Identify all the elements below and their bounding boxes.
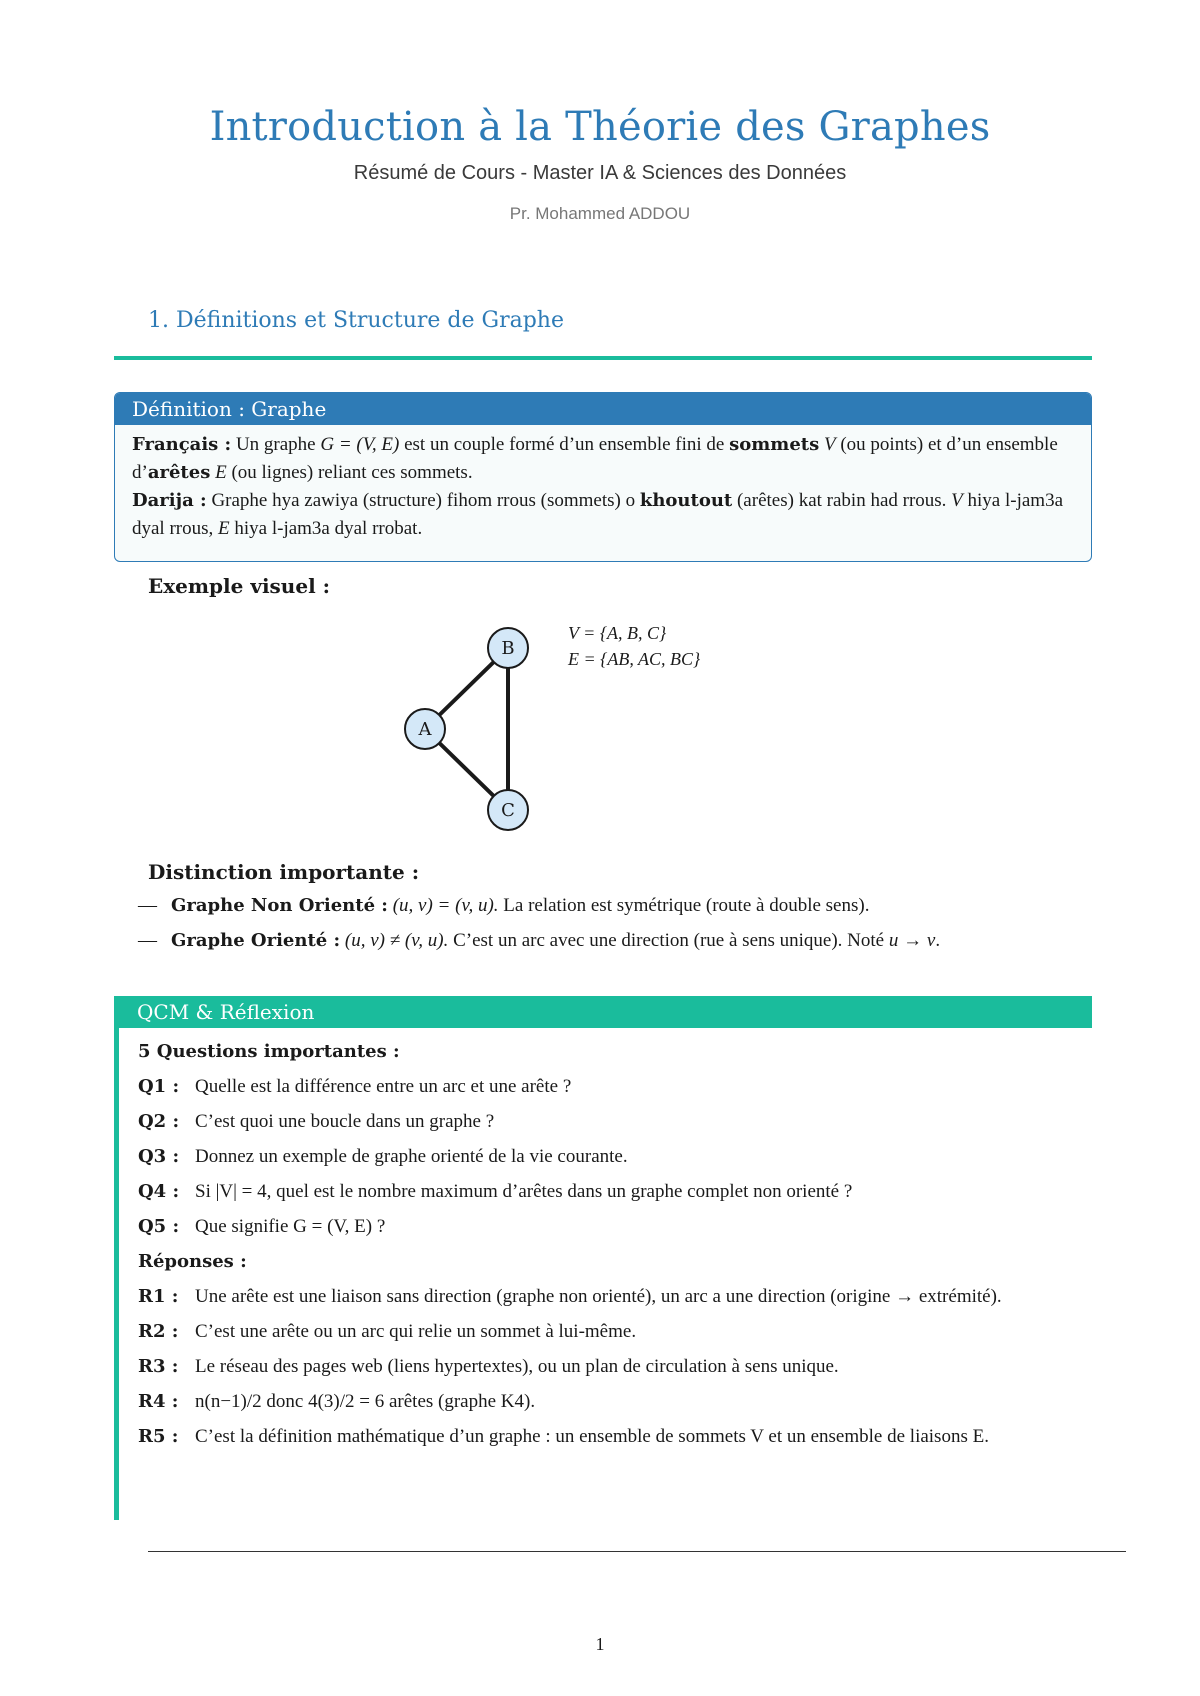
section-heading: 1. Définitions et Structure de Graphe bbox=[148, 308, 564, 333]
question-key: Q1 : bbox=[138, 1076, 180, 1097]
definition-body bbox=[115, 425, 1091, 543]
node-c bbox=[488, 790, 528, 830]
def-text: hiya l-jam3a dyal rrobat. bbox=[229, 518, 423, 539]
item-text: La relation est symétrique (route à double sens). bbox=[498, 895, 870, 916]
distinction-list bbox=[138, 892, 1098, 962]
def-text: (ou lignes) reliant ces sommets. bbox=[226, 462, 473, 483]
item-math: (u, v) = (v, u). bbox=[387, 895, 499, 916]
question-item bbox=[138, 1213, 1088, 1240]
question-text: Quelle est la différence entre un arc et une arête ? bbox=[195, 1076, 572, 1097]
item-term: Graphe Non Orienté : bbox=[171, 895, 388, 916]
question-text: Donnez un exemple de graphe orienté de la vie courante. bbox=[195, 1146, 628, 1167]
item-term: Graphe Orienté : bbox=[171, 930, 341, 951]
page-subtitle: Résumé de Cours - Master IA & Sciences des Données bbox=[353, 162, 847, 184]
answer-key: R2 : bbox=[138, 1321, 179, 1342]
def-text: (ou points) et d’un ensemble d’ bbox=[132, 434, 1058, 483]
question-key: Q4 : bbox=[138, 1181, 180, 1202]
question-item bbox=[138, 1143, 1088, 1170]
answers-label: Réponses : bbox=[138, 1251, 247, 1272]
def-math: V bbox=[819, 434, 836, 455]
question-key: Q3 : bbox=[138, 1146, 180, 1167]
question-item bbox=[138, 1073, 1088, 1100]
list-item bbox=[138, 892, 1098, 920]
answer-text: Une arête est une liaison sans direction (graphe non orienté), un arc a une direction (origine → extrémité). bbox=[195, 1286, 1002, 1307]
vertex-set: V = {A, B, C} bbox=[568, 623, 667, 643]
edge-set: E = {AB, AC, BC} bbox=[568, 649, 701, 669]
question-item bbox=[138, 1178, 1088, 1205]
footer-divider bbox=[148, 1551, 1126, 1552]
item-text: . bbox=[935, 930, 941, 951]
def-text: hiya l-jam3a dyal rrous, bbox=[132, 490, 1064, 539]
answer-key: R1 : bbox=[138, 1286, 179, 1307]
answer-item bbox=[138, 1283, 1088, 1310]
node-label: B bbox=[501, 638, 515, 659]
bullet-dash: — bbox=[138, 895, 157, 916]
qcm-side-bar bbox=[114, 996, 119, 1520]
answer-text: C’est une arête ou un arc qui relie un sommet à lui-même. bbox=[195, 1321, 637, 1342]
questions-label: 5 Questions importantes : bbox=[138, 1041, 400, 1062]
item-text: C’est un arc avec une direction (rue à sens unique). Noté bbox=[448, 930, 889, 951]
definition-header: Définition : Graphe bbox=[115, 393, 1091, 425]
example-label: Exemple visuel : bbox=[148, 574, 331, 598]
answer-text: Le réseau des pages web (liens hypertextes), ou un plan de circulation à sens unique. bbox=[195, 1356, 839, 1377]
def-math: E bbox=[210, 462, 227, 483]
question-text: Si |V| = 4, quel est le nombre maximum d’arêtes dans un graphe complet non orienté ? bbox=[195, 1181, 853, 1202]
def-text: Graphe hya zawiya (structure) fihom rrous (sommets) o bbox=[206, 490, 640, 511]
node-a bbox=[405, 709, 445, 749]
list-item bbox=[138, 927, 1098, 955]
definition-box bbox=[114, 392, 1092, 562]
def-text: Un graphe bbox=[231, 434, 321, 455]
answer-key: R3 : bbox=[138, 1356, 179, 1377]
qcm-box bbox=[114, 996, 1092, 1520]
question-text: C’est quoi une boucle dans un graphe ? bbox=[195, 1111, 495, 1132]
question-item bbox=[138, 1108, 1088, 1135]
def-math: E bbox=[218, 518, 230, 539]
section-divider bbox=[114, 356, 1092, 360]
def-bold: arêtes bbox=[147, 462, 211, 483]
def-text: est un couple formé d’un ensemble fini de bbox=[399, 434, 730, 455]
def-math: G = (V, E) bbox=[320, 434, 400, 455]
graph-sets bbox=[568, 620, 700, 672]
graph-diagram bbox=[380, 610, 580, 850]
answer-item bbox=[138, 1423, 1088, 1450]
def-text: (arêtes) kat rabin had rrous. bbox=[732, 490, 952, 511]
answer-item bbox=[138, 1318, 1088, 1345]
item-math: (u, v) ≠ (v, u). bbox=[340, 930, 449, 951]
answer-key: R4 : bbox=[138, 1391, 179, 1412]
answer-item bbox=[138, 1388, 1088, 1415]
node-b bbox=[488, 628, 528, 668]
item-math: u → v bbox=[888, 930, 936, 951]
def-bold: sommets bbox=[729, 434, 820, 455]
question-text: Que signifie G = (V, E) ? bbox=[195, 1216, 386, 1237]
darija-label: Darija : bbox=[132, 490, 207, 511]
answer-text: C’est la définition mathématique d’un graphe : un ensemble de sommets V et un ensemble de liaisons E. bbox=[195, 1426, 989, 1447]
node-label: C bbox=[501, 800, 515, 821]
distinction-label: Distinction importante : bbox=[148, 860, 420, 884]
answer-key: R5 : bbox=[138, 1426, 179, 1447]
question-key: Q2 : bbox=[138, 1111, 180, 1132]
node-label: A bbox=[418, 719, 432, 740]
answer-text: n(n−1)/2 donc 4(3)/2 = 6 arêtes (graphe K4). bbox=[195, 1391, 536, 1412]
page-title: Introduction à la Théorie des Graphes bbox=[209, 104, 991, 150]
author: Pr. Mohammed ADDOU bbox=[509, 204, 691, 223]
page-number: 1 bbox=[595, 1634, 605, 1654]
def-math: V bbox=[951, 490, 963, 511]
qcm-header: QCM & Réflexion bbox=[114, 996, 1092, 1028]
qcm-body bbox=[138, 1038, 1088, 1458]
answer-item bbox=[138, 1353, 1088, 1380]
question-key: Q5 : bbox=[138, 1216, 180, 1237]
def-bold: khoutout bbox=[639, 490, 733, 511]
bullet-dash: — bbox=[138, 930, 157, 951]
french-label: Français : bbox=[132, 434, 232, 455]
